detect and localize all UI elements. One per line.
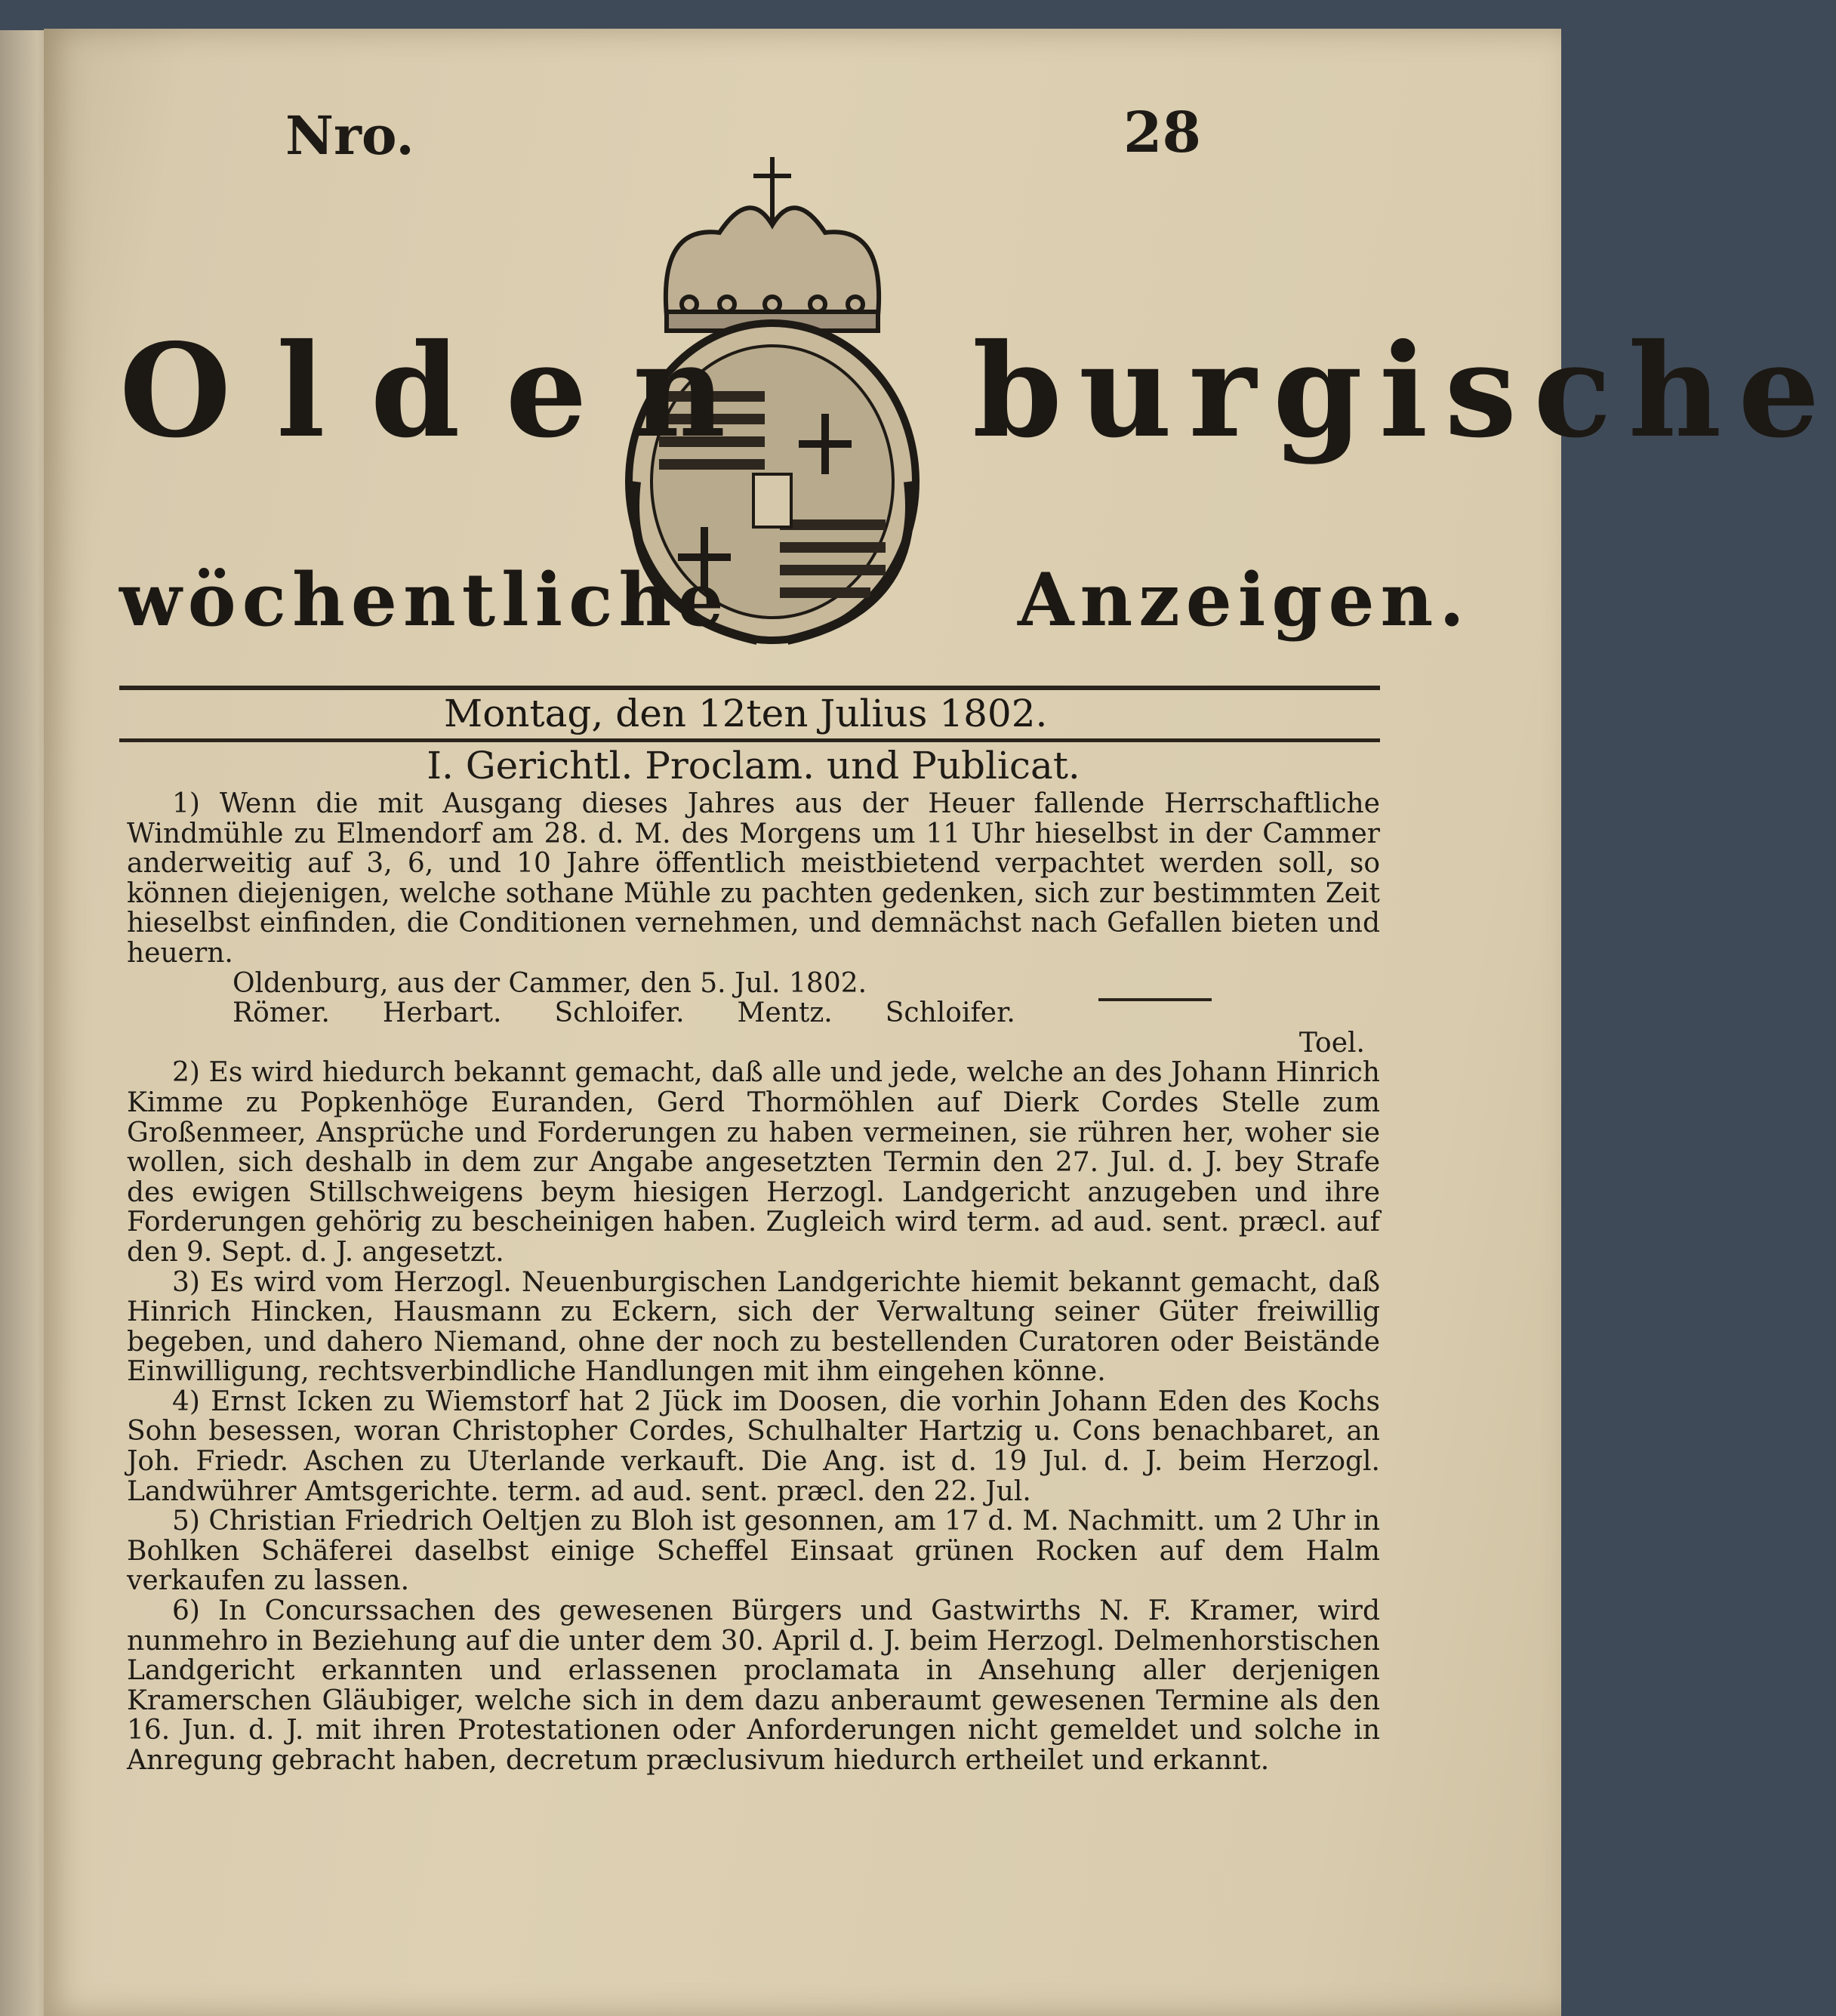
newspaper-page <box>44 29 1836 2016</box>
section-heading: I. Gerichtl. Proclam. und Publicat. <box>427 744 1080 788</box>
notice-1-signature-toel: Toel. <box>1298 1027 1365 1059</box>
notice-1-signatures <box>127 998 1380 1028</box>
separator-dash <box>1098 998 1212 1028</box>
notice-3: 3) Es wird vom Herzogl. Neuenburgischen Landgerichte hiemit bekannt gemacht, daß Hinrich Hincken, Hausmann zu Eckern, sich der Verwaltung seiner Güter freiwillig begeben, und dahero Niemand, ohne der noch zu bestellenden Curatoren oder Beistände Einwilligung, rechtsverbindliche Handlungen mit ihm eingehen könne. <box>127 1266 1380 1388</box>
signature: Herbart. <box>382 997 502 1029</box>
notice-6: 6) In Concurssachen des gewesenen Bürgers und Gastwirths N. F. Kramer, wird nunmehro in Beziehung auf die unter dem 30. April d. J. beim Herzogl. Delmenhorstischen Landgericht erkannten und erlassenen proclamata in Ansehung aller derjenigen Kramerschen Gläubiger, welche sich in dem dazu anberaumt gewesenen Termine als den 16. Jun. d. J. mit ihren Protestationen oder Anforderungen nicht gemeldet und solche in Anregung gebracht haben, decretum præclusivum hiedurch ertheilet und erkannt. <box>127 1595 1380 1776</box>
issue-number: 28 <box>1123 100 1201 165</box>
notice-4: 4) Ernst Icken zu Wiemstorf hat 2 Jück im Doosen, die vorhin Johann Eden des Kochs Sohn besessen, woran Christopher Cordes, Schulhalter Hartzig u. Cons benachbaret, an Joh. Friedr. Aschen zu Uterlande verkauft. Die Ang. ist d. 19 Jul. d. J. beim Herzogl. Landwührer Amtsgerichte. term. ad aud. sent. præcl. den 22. Jul. <box>127 1386 1380 1507</box>
article-body <box>127 742 1380 1776</box>
signature: Römer. <box>233 997 330 1029</box>
masthead-title-right: burgische <box>972 316 1836 467</box>
dateline: Montag, den 12ten Julius 1802. <box>444 692 1048 735</box>
masthead-rule-top <box>119 686 1380 690</box>
signature: Schloifer. <box>554 997 685 1029</box>
notice-5: 5) Christian Friedrich Oeltjen zu Bloh ist gesonnen, am 17 d. M. Nachmitt. um 2 Uhr in Bohlken Schäferei daselbst einige Scheffel Einsaat grünen Rocken auf dem Halm verkaufen zu lassen. <box>127 1506 1380 1597</box>
signature: Schloifer. <box>885 997 1015 1029</box>
notice-1-place-date: Oldenburg, aus der Cammer, den 5. Jul. 1802. <box>233 967 867 999</box>
masthead-subtitle-left: wöchentliche <box>119 557 730 643</box>
issue-label: Nro. <box>285 104 414 167</box>
notice-2: 2) Es wird hiedurch bekannt gemacht, daß alle und jede, welche an des Johann Hinrich Kimme zu Popkenhöge Euranden, Gerd Thormöhlen auf Dierk Cordes Stelle zum Großenmeer, Ansprüche und Forderungen zu haben vermeinen, sie rühren her, woher sie wollen, sich deshalb in dem zur Angabe angesetzten Termin den 27. Jul. d. J. bey Strafe des ewigen Stillschweigens beym hiesigen Herzogl. Landgericht anzugeben und ihre Forderungen gehörig zu bescheinigen haben. Zugleich wird term. ad aud. sent. præcl. auf den 9. Sept. d. J. angesetzt. <box>127 1057 1380 1268</box>
notice-1: 1) Wenn die mit Ausgang dieses Jahres aus der Heuer fallende Herrschaftliche Windmühle zu Elmendorf am 28. d. M. des Morgens um 11 Uhr hieselbst in der Cammer anderweitig auf 3, 6, und 10 Jahre öffentlich meistbietend verpachtet werden soll, so können diejenigen, welche sothane Mühle zu pachten gedenken, sich zur bestimmten Zeit hieselbst einfinden, die Conditionen vernehmen, und demnächst nach Gefallen bieten und heuern. <box>127 788 1380 969</box>
signature: Mentz. <box>737 997 833 1029</box>
masthead-title-left: Olden <box>119 316 772 467</box>
masthead-subtitle-right: Anzeigen. <box>1018 557 1471 643</box>
